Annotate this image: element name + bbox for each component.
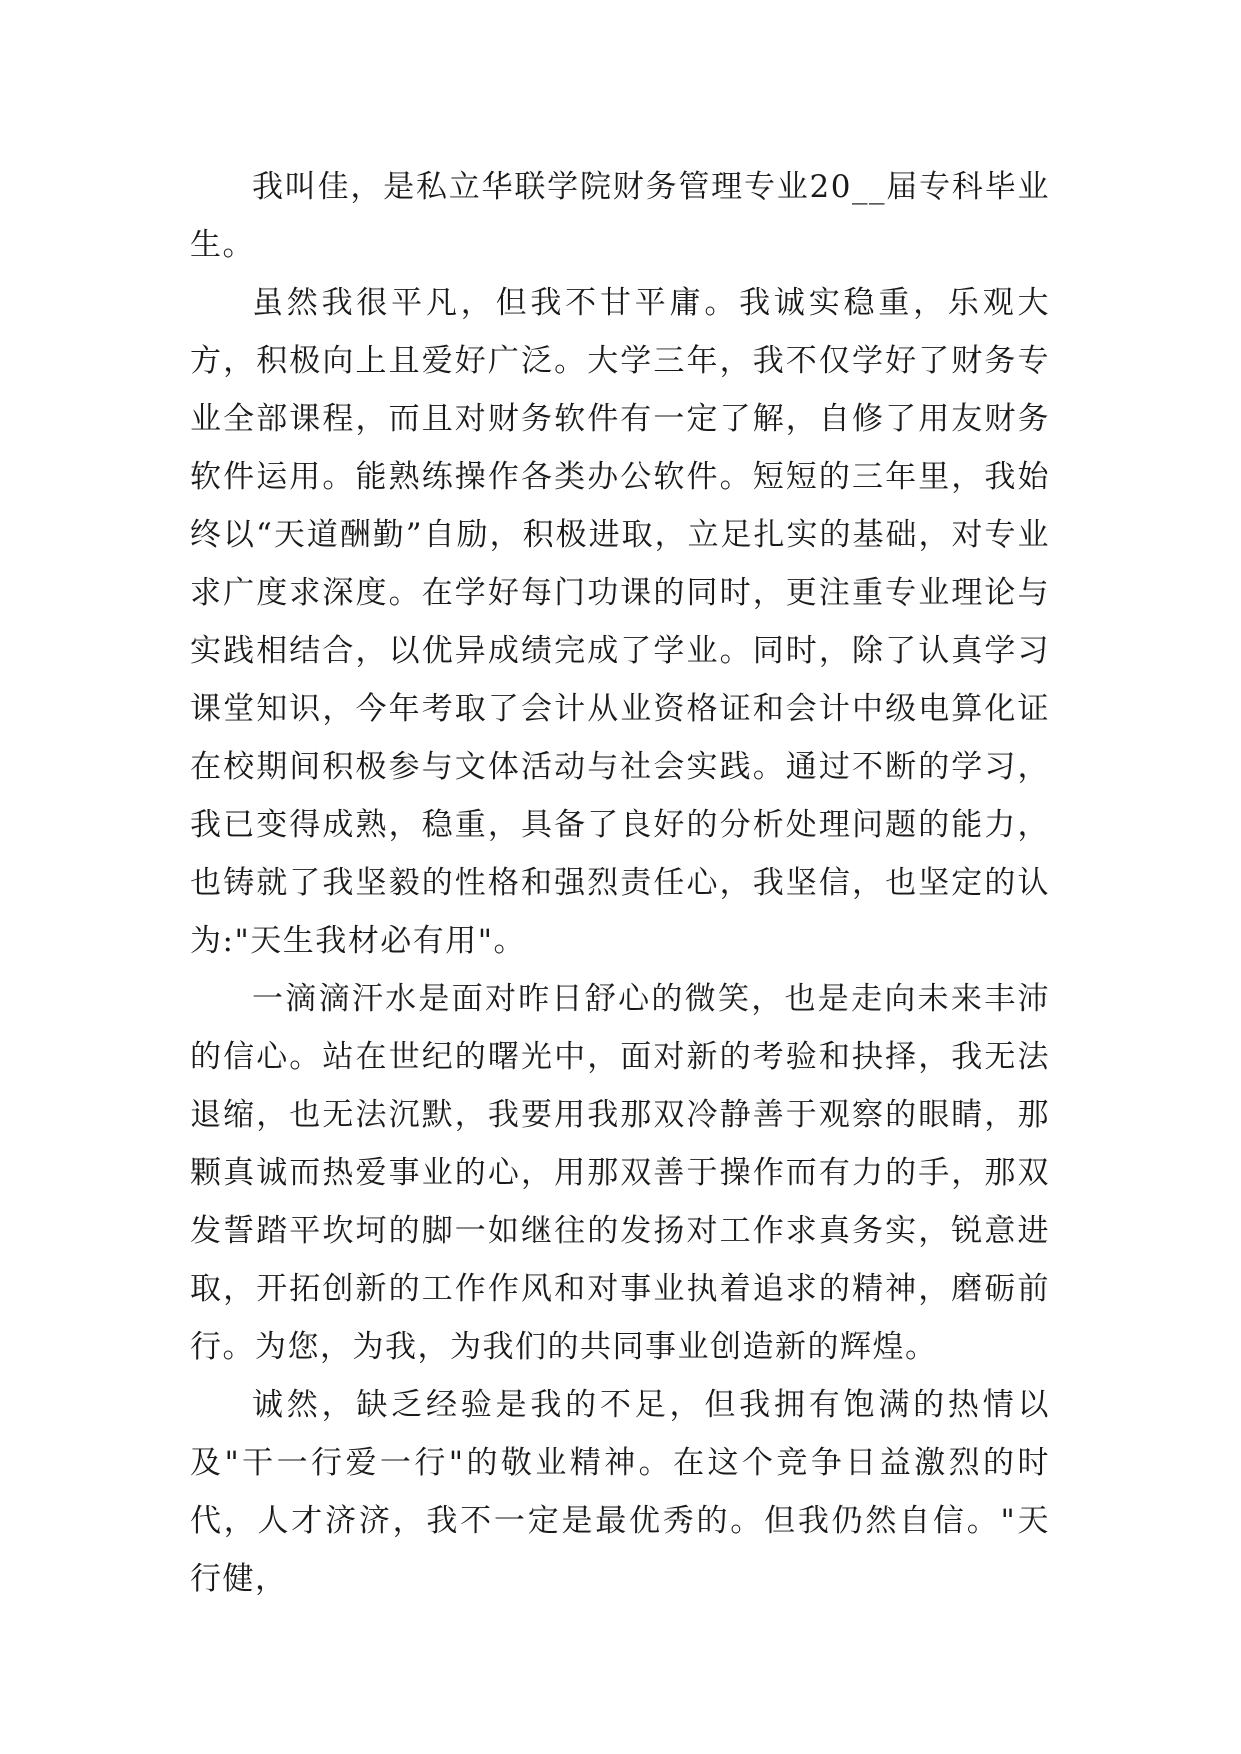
paragraph-aspiration: 一滴滴汗水是面对昨日舒心的微笑，也是走向未来丰沛的信心。站在世纪的曙光中，面对新的考验和抉择，我无法退缩，也无法沉默，我要用我那双冷静善于观察的眼睛，那颗真诚而热爱事业的心，用那双善于操作而有力的手，那双发誓踏平坎坷的脚一如继往的发扬对工作求真务实，锐意进取，开拓创新的工作作风和对事业执着追求的精神，磨砺前行。为您，为我，为我们的共同事业创造新的辉煌。 — [190, 981, 1050, 1365]
paragraph-intro: 我叫佳，是私立华联学院财务管理专业20__届专科毕业生。 — [190, 169, 1050, 263]
document-body — [190, 158, 1050, 1608]
paragraph-confidence: 诚然，缺乏经验是我的不足，但我拥有饱满的热情以及"干一行爱一行"的敬业精神。在这个竞争日益激烈的时代，人才济济，我不一定是最优秀的。但我仍然自信。"天行健， — [190, 1387, 1050, 1597]
paragraph-self-description: 虽然我很平凡，但我不甘平庸。我诚实稳重，乐观大方，积极向上且爱好广泛。大学三年，我不仅学好了财务专业全部课程，而且对财务软件有一定了解，自修了用友财务软件运用。能熟练操作各类办公软件。短短的三年里，我始终以“天道酬勤”自励，积极进取，立足扎实的基础，对专业求广度求深度。在学好每门功课的同时，更注重专业理论与实践相结合，以优异成绩完成了学业。同时，除了认真学习课堂知识，今年考取了会计从业资格证和会计中级电算化证在校期间积极参与文体活动与社会实践。通过不断的学习，我已变得成熟，稳重，具备了良好的分析处理问题的能力，也铸就了我坚毅的性格和强烈责任心，我坚信，也坚定的认为:"天生我材必有用"。 — [190, 285, 1050, 959]
